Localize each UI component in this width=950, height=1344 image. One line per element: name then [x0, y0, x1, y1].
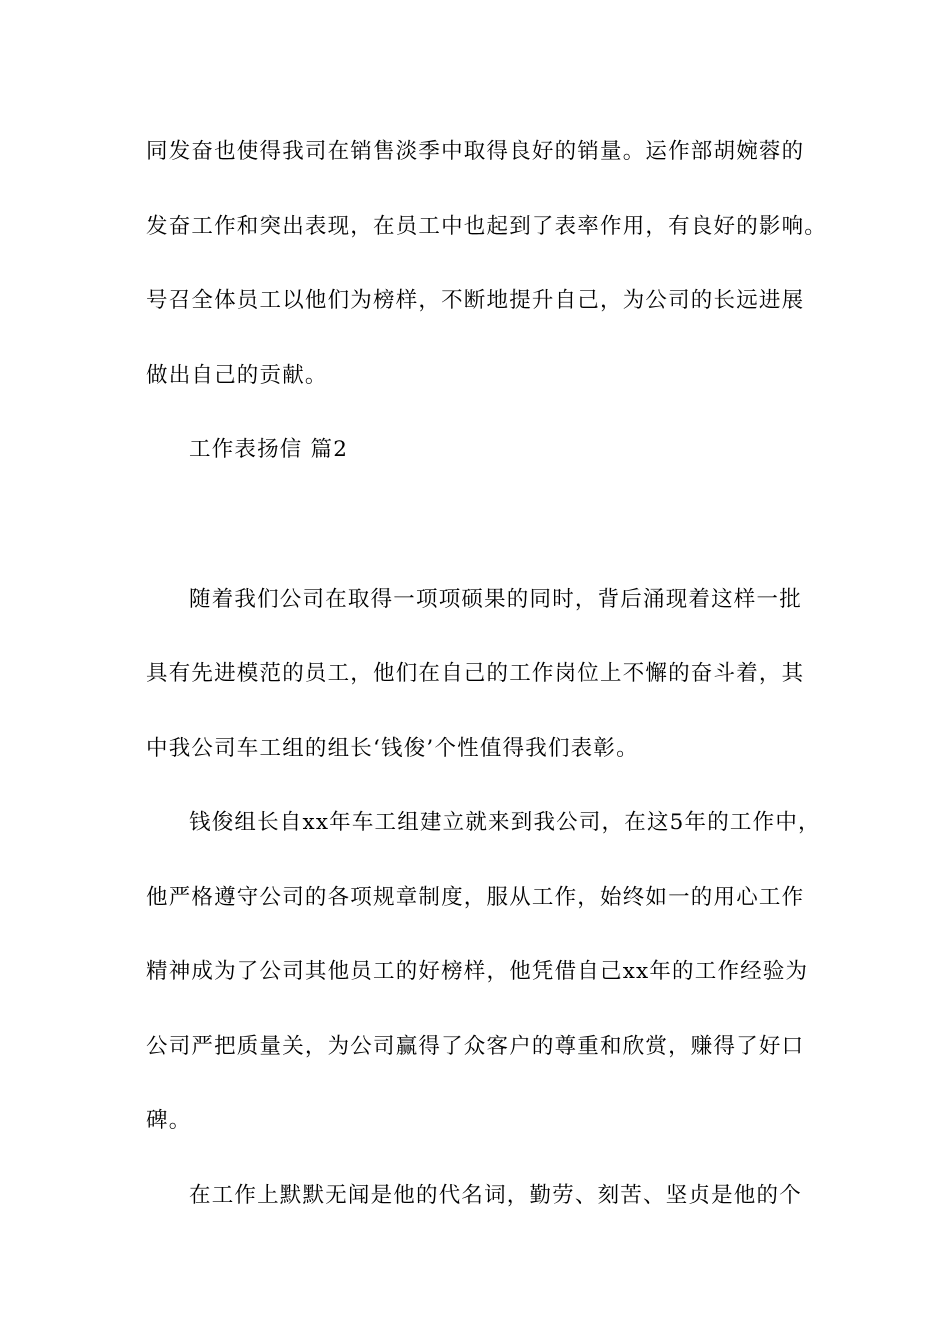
section-heading: 工作表扬信 篇2 — [189, 437, 349, 462]
paragraph-line: 中我公司车工组的组长‘钱俊’个性值得我们表彰。 — [146, 736, 639, 761]
paragraph-line: 公司严把质量关，为公司赢得了众客户的尊重和欣赏，赚得了好口 — [146, 1034, 805, 1059]
paragraph-line: 随着我们公司在取得一项项硕果的同时，背后涌现着这样一批 — [189, 587, 802, 612]
paragraph-line: 发奋工作和突出表现，在员工中也起到了表率作用，有良好的影响。 — [146, 214, 828, 239]
paragraph-line: 他严格遵守公司的各项规章制度，服从工作，始终如一的用心工作 — [146, 885, 805, 910]
paragraph-line: 具有先进模范的员工，他们在自己的工作岗位上不懈的奋斗着，其 — [146, 661, 805, 686]
paragraph-line: 碑。 — [146, 1108, 192, 1133]
paragraph-line: 精神成为了公司其他员工的好榜样，他凭借自己xx年的工作经验为 — [146, 959, 809, 984]
paragraph-line: 号召全体员工以他们为榜样，不断地提升自己，为公司的长远进展 — [146, 288, 805, 313]
paragraph-line: 在工作上默默无闻是他的代名词，勤劳、刻苦、坚贞是他的个 — [189, 1183, 802, 1208]
paragraph-line: 做出自己的贡献。 — [146, 363, 328, 388]
paragraph-line: 钱俊组长自xx年车工组建立就来到我公司，在这5年的工作中， — [189, 810, 821, 835]
paragraph-line: 同发奋也使得我司在销售淡季中取得良好的销量。运作部胡婉蓉的 — [146, 139, 805, 164]
